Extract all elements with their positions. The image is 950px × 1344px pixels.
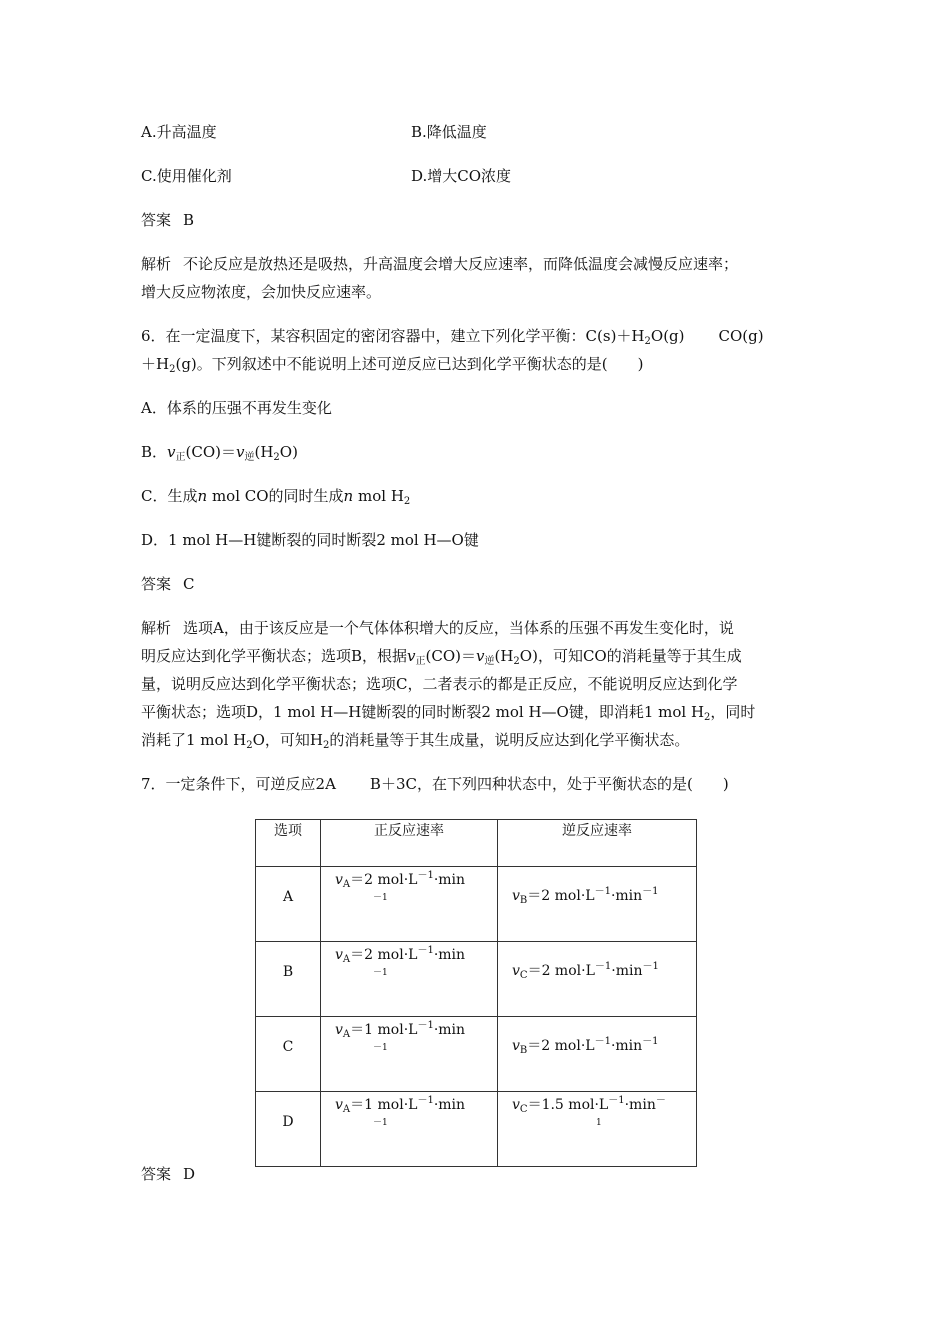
rate-table [255, 819, 697, 1167]
q6-stem-line1: 6．在一定温度下，某容积固定的密闭容器中，建立下列化学平衡：$C(s)+H_2O(g)$ CO(g) [141, 327, 764, 347]
reverse-rate-cell: $v_B=2$ $mol\cdot L^{-1}\cdot\min^{-1}$ [512, 886, 659, 906]
forward-rate-cell: $v_A=1$ $mol\cdot L^{-1}\cdot\min$ －1 [335, 1095, 466, 1128]
q6-analysis-line2: 明反应达到化学平衡状态；选项B，根据$v_正(CO)=v_逆(H_2O)$，可知CO的消耗量等于其生成 [141, 647, 742, 667]
q6-analysis-line1: 解析 选项A，由于该反应是一个气体体积增大的反应，当体系的压强不再发生变化时，说 [141, 619, 734, 637]
q6-option-a: A．体系的压强不再发生变化 [141, 399, 332, 417]
row-label: C [282, 1039, 294, 1055]
header-option: 选项 [256, 820, 321, 867]
q6-answer: 答案 C [141, 575, 195, 593]
table-row [256, 942, 697, 1017]
q5-answer: 答案 B [141, 211, 195, 229]
reverse-rate-cell: $v_C=2$ $mol\cdot L^{-1}\cdot\min^{-1}$ [512, 961, 659, 981]
q5-option-a: A.升高温度 [141, 123, 217, 141]
row-label: D [282, 1114, 294, 1130]
q5-analysis-line2: 增大反应物浓度，会加快反应速率。 [141, 283, 382, 301]
q6-analysis-line5: 消耗了1 mol $H_2O$，可知$H_2$的消耗量等于其生成量，说明反应达到化学平衡状态。 [141, 731, 690, 751]
forward-rate-cell: $v_A=1$ $mol\cdot L^{-1}\cdot\min$ －1 [335, 1020, 466, 1053]
table-header-row [256, 820, 697, 867]
forward-rate-cell: $v_A=2$ $mol\cdot L^{-1}\cdot\min$ －1 [335, 945, 466, 978]
q6-option-d: D．1 mol H—H键断裂的同时断裂2 mol H—O键 [141, 531, 479, 549]
reverse-rate-cell: $v_C=1.5$ $mol\cdot L^{-1}\cdot\min^-$ 1 [512, 1095, 666, 1128]
forward-rate-cell: $v_A=2$ $mol\cdot L^{-1}\cdot\min$ －1 [335, 870, 466, 903]
q6-stem-line2: $+H_2(g)$。下列叙述中不能说明上述可逆反应已达到化学平衡状态的是( ) [141, 355, 644, 375]
header-forward-rate: 正反应速率 [321, 820, 498, 867]
header-reverse-rate: 逆反应速率 [498, 820, 697, 867]
table-row [256, 1092, 697, 1167]
q7-stem: 7．一定条件下，可逆反应2A B＋3C，在下列四种状态中，处于平衡状态的是( ) [141, 775, 729, 793]
q5-option-d: D.增大CO浓度 [411, 167, 512, 185]
row-label: B [282, 964, 294, 980]
table-row [256, 867, 697, 942]
table-row [256, 1017, 697, 1092]
reverse-rate-cell: $v_B=2$ $mol\cdot L^{-1}\cdot\min^{-1}$ [512, 1036, 659, 1056]
q6-analysis-line4: 平衡状态；选项D，1 mol H—H键断裂的同时断裂2 mol H—O键，即消耗1 mol $H_2$，同时 [141, 703, 756, 723]
q6-option-c: C．生成n mol CO的同时生成n mol $H_2$ [141, 487, 411, 507]
row-label: A [282, 889, 294, 905]
q6-option-b: B．$v_正(CO)=v_逆(H_2O)$ [141, 443, 298, 463]
q5-option-c: C.使用催化剂 [141, 167, 232, 185]
q6-analysis-line3: 量，说明反应达到化学平衡状态；选项C，二者表示的都是正反应，不能说明反应达到化学 [141, 675, 738, 693]
q5-option-b: B.降低温度 [411, 123, 487, 141]
q5-analysis-line1: 解析 不论反应是放热还是吸热，升高温度会增大反应速率，而降低温度会减慢反应速率； [141, 255, 739, 273]
q7-answer: 答案 D [141, 1165, 196, 1183]
